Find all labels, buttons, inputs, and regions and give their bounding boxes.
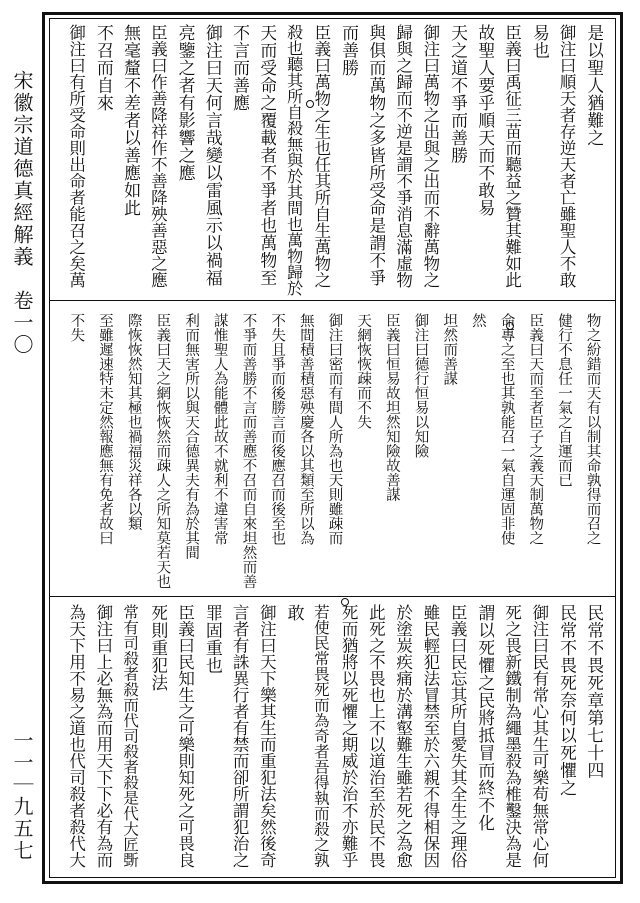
book-title: 宋徽宗道德真經解義 卷一〇 (10, 70, 34, 356)
text-column: 殺也聽其所自殺無與於其間也萬物歸於 (284, 24, 304, 296)
text-column: 不爭而善勝不言而善應不召而自來坦然而善 (240, 313, 257, 589)
text-section-upper (62, 24, 607, 296)
text-column: 是以聖人猶難之 (583, 24, 604, 147)
text-column: 若使民常畏死而為奇者吾得執而殺之孰 (311, 604, 330, 868)
text-column: 利而無害所以與天合德異夫有為於其間 (183, 313, 200, 560)
text-column: 坦然而善謀 (441, 313, 458, 386)
text-column: 御注曰民有常心其生可樂苟無常心何 (529, 604, 549, 868)
text-column: 御注曰萬物之出與之出而不辭萬物之 (420, 24, 440, 288)
text-column: 歸與之歸而不逆是謂不爭消息滿虛物 (393, 24, 413, 288)
text-column: 御注曰密而有間人所為也天則雖疎而 (326, 313, 343, 545)
text-column: 御注曰天何言哉變以雷風示以禍福 (201, 24, 222, 287)
text-column: 敢 (283, 604, 304, 622)
text-column: 臣義曰民忘其所自愛失其全生之理俗 (448, 604, 468, 868)
text-column: 御注曰上必無為而用天下下必有為而 (93, 604, 113, 868)
text-column: 御注曰順天者存逆天者亡雖聖人不敢 (557, 24, 577, 288)
text-column: 雖民輕犯法冒禁至於六親不得相保因 (420, 604, 440, 868)
text-column: 不召而自來 (92, 24, 113, 112)
text-column: 死之畏新鐵制為繩墨殺為椎鑿決為是 (502, 604, 522, 868)
text-column: 民常不畏死章第七十四 (583, 604, 604, 779)
text-column: 臣義曰天之網恢恢然而疎人之所知莫若天也 (154, 313, 171, 589)
text-column: 然 (469, 313, 486, 328)
text-column: 謂以死懼之民將抵冒而終不化 (474, 604, 495, 832)
text-column: 臣義曰天而至者臣子之義天制萬物之 (527, 313, 544, 545)
text-column: 御注曰有所受命則出命者能召之矣萬 (66, 24, 86, 288)
text-column: 與俱而萬物之多皆所受命是謂不爭 (365, 24, 386, 287)
text-column: 為天下用不易之道也代司殺者殺代大 (66, 604, 86, 868)
text-column: 御注曰德行恒易以知險 (412, 313, 429, 458)
section-marker-circle (506, 322, 514, 330)
text-column: 天而受命之覆載者不爭者也萬物至 (256, 24, 277, 287)
text-column: 命專之至也其孰能召一氣自運固非使 (498, 313, 515, 545)
text-section-middle (62, 313, 607, 593)
text-column: 天之道不爭而善勝 (447, 24, 468, 164)
text-column: 不言而善應 (229, 24, 250, 112)
text-column: 死則重犯法 (147, 604, 168, 692)
section-marker-circle (306, 100, 314, 108)
text-column: 臣義曰禹征三苗而聽益之贊其難如此 (502, 24, 522, 288)
text-column: 御注曰天下樂其生而重犯法矣然後奇 (257, 604, 277, 868)
section-divider-lower (49, 596, 616, 597)
text-column: 無間積善積惡殃慶各以其類至所以為 (297, 313, 314, 545)
text-column: 於塗炭疾痛於溝壑難生雖若死之為愈 (393, 604, 413, 868)
text-column: 際恢恢然知其極也禍福災祥各以類 (125, 313, 142, 531)
text-column: 天網恢恢疎而不失 (355, 313, 372, 429)
text-column: 不失 (68, 313, 85, 342)
text-column: 健行不息任一氣之自運而已 (555, 313, 572, 487)
text-column: 言者有誅異行者有禁而卻所謂犯治之 (230, 604, 250, 868)
text-section-lower (62, 604, 607, 874)
text-column: 至雖遲速特未定然報應無有免者故曰 (97, 313, 114, 545)
text-column: 臣義曰萬物之生也任其所自生萬物之 (311, 24, 331, 288)
text-column: 亮鑒之者有影響之應 (174, 24, 195, 182)
text-column: 不失且爭而後勝言而後應召而後至也 (269, 313, 286, 545)
text-column: 臣義曰作善降祥作不善降殃善惡之應 (148, 24, 168, 288)
text-column: 民常不畏死奈何以死懼之 (556, 604, 577, 797)
text-column: 死而猶將以死懼之期威於治不亦難乎 (339, 604, 359, 868)
text-column: 謀惟聖人為能體此故不就利不違害常 (211, 313, 228, 545)
section-marker-circle (341, 598, 349, 606)
text-column: 罪固重也 (201, 604, 222, 674)
text-column: 常有司殺者殺而代司殺者殺是代大匠斲 (121, 604, 140, 868)
text-column: 而善勝 (338, 24, 359, 77)
text-column: 物之紛錯而天有以制其命孰得而召之 (584, 313, 601, 545)
text-column: 故聖人要乎順天而不敢易 (474, 24, 495, 217)
text-column: 無毫釐不差者以善應如此 (120, 24, 141, 217)
text-column: 易也 (528, 24, 549, 59)
text-column: 臣義曰民知生之可樂則知死之可畏良 (175, 604, 195, 868)
page-number: 一一｜九五七 (10, 730, 34, 862)
text-column: 臣義曰恒易故坦然知險故善謀 (383, 313, 400, 502)
section-divider-upper (49, 300, 616, 301)
text-column: 此死之不畏也上不以道治至於民不畏 (366, 604, 386, 868)
